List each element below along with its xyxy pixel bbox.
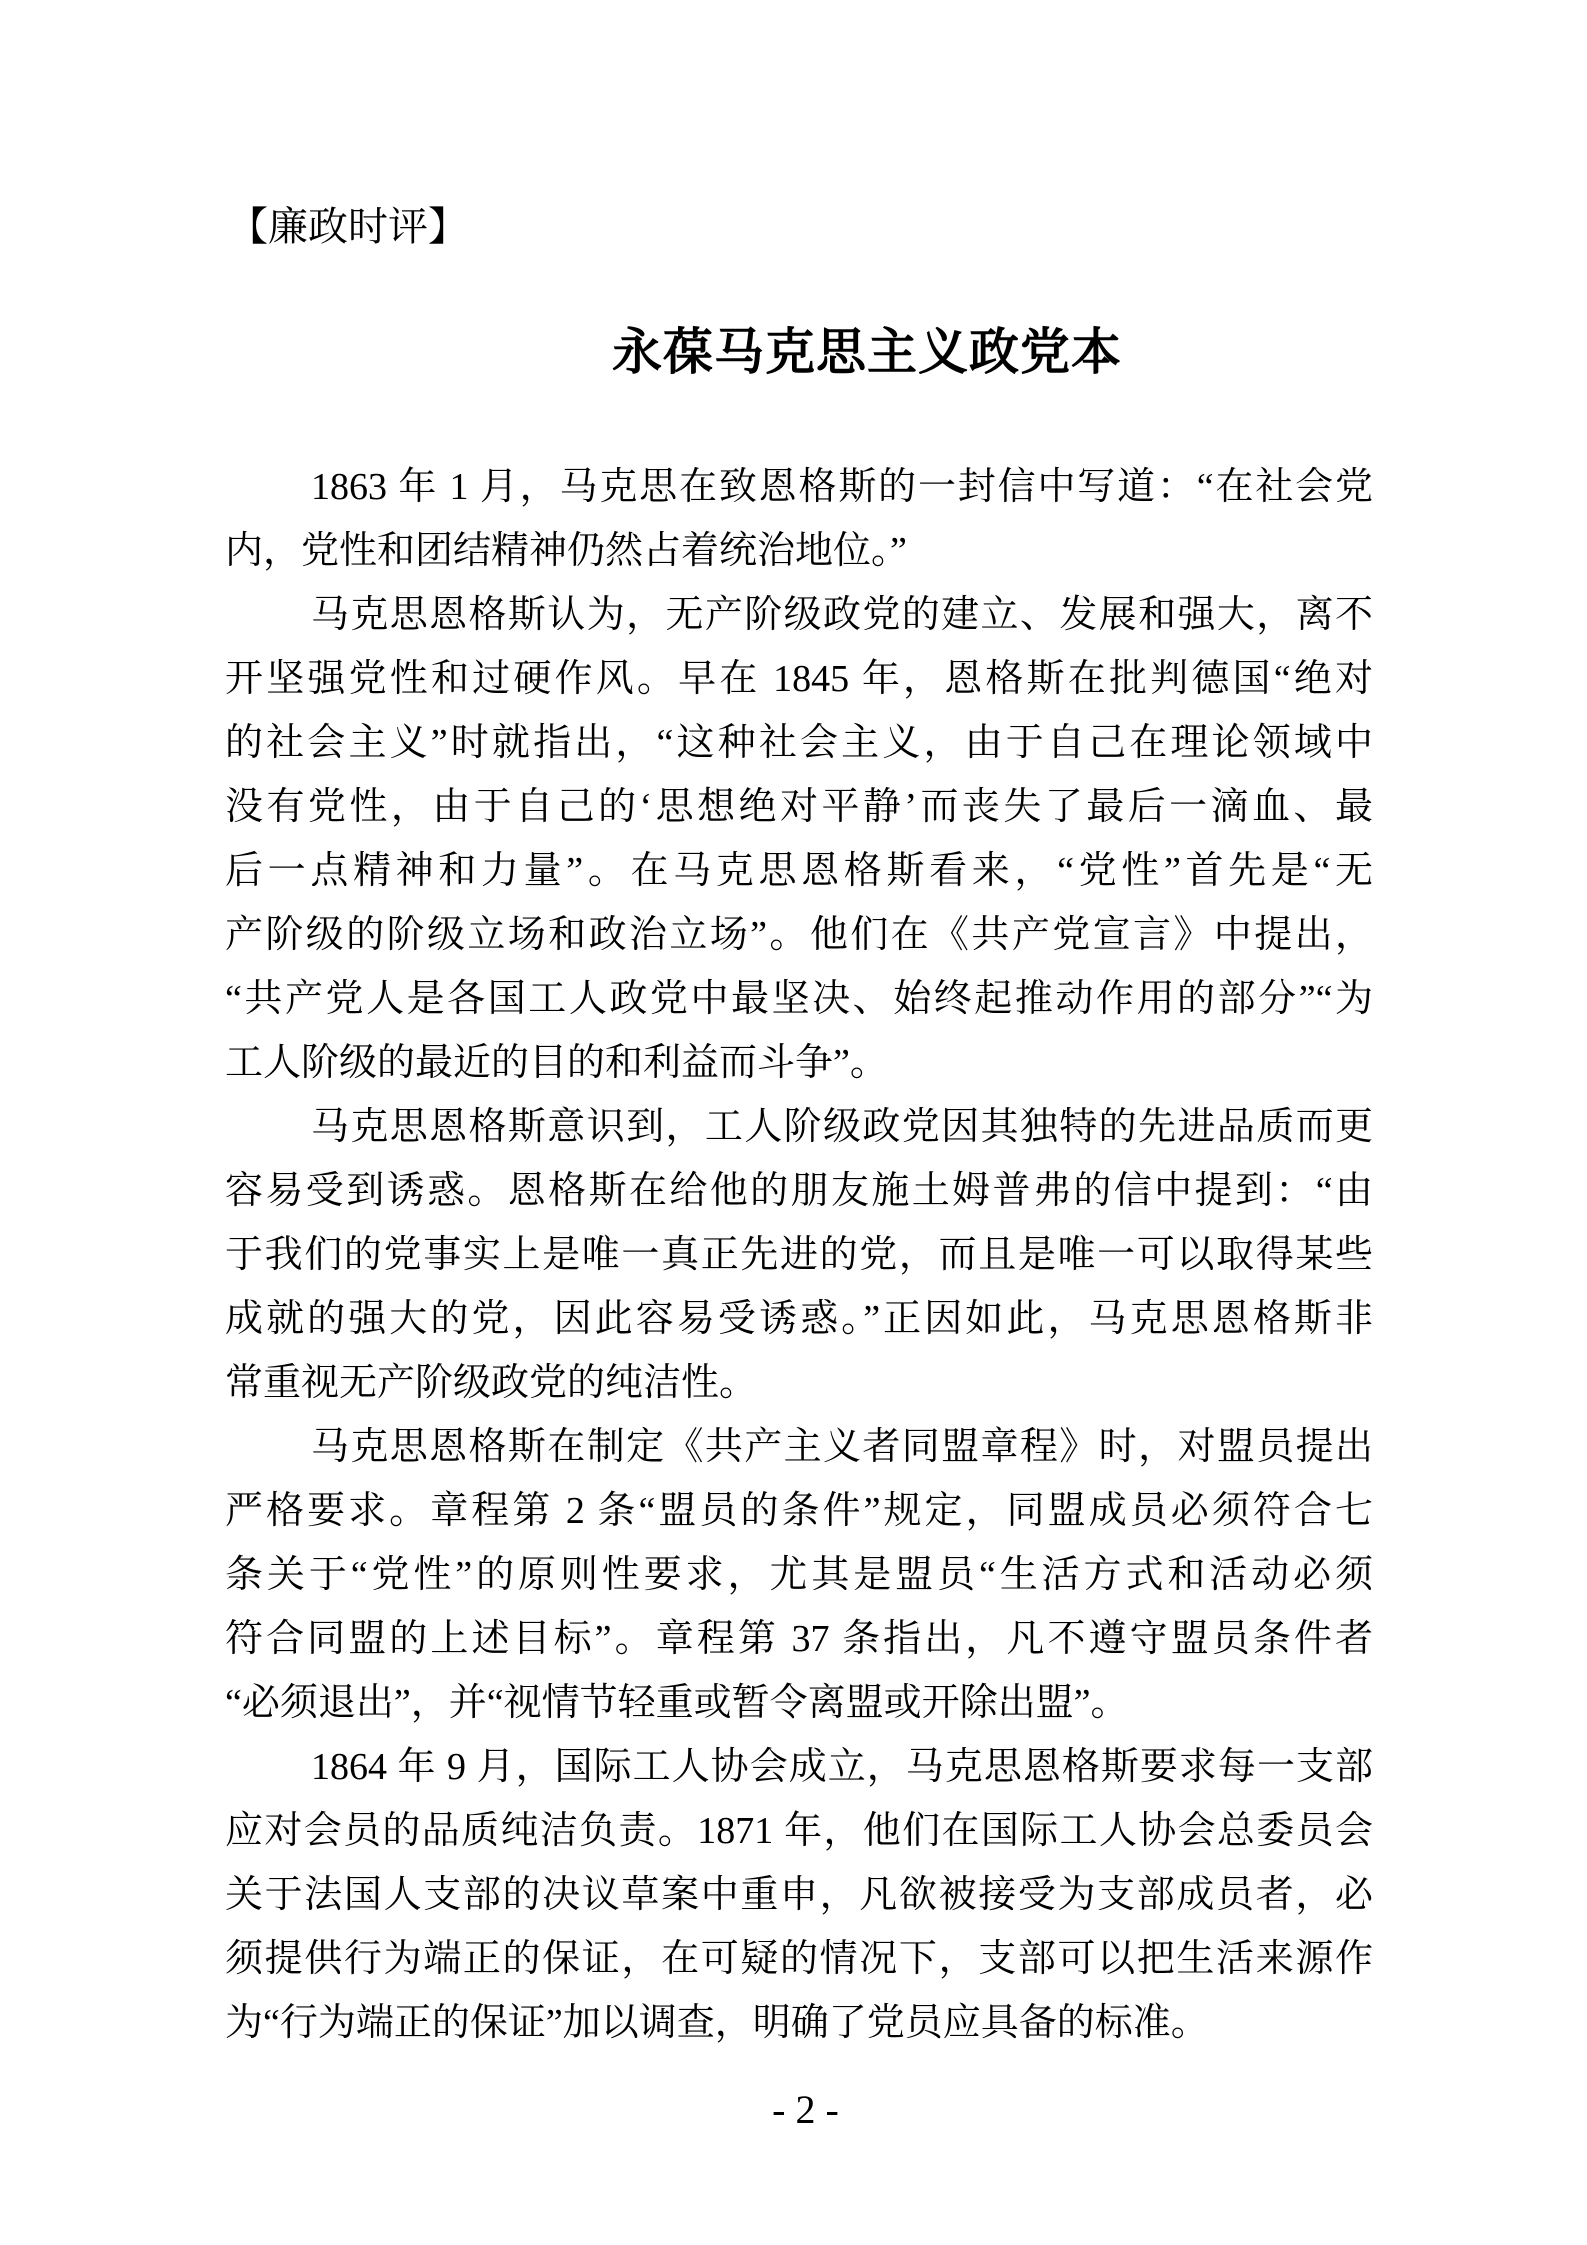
body-line: 1864 年 9 月，国际工人协会成立，马克思恩格斯要求每一支部 [311, 1746, 1373, 1788]
document-title: 永葆马克思主义政党本 [612, 324, 1122, 380]
body-line: “必须退出”，并“视情节轻重或暂令离盟或开除出盟”。 [225, 1682, 1129, 1724]
body-line: 须提供行为端正的保证，在可疑的情况下，支部可以把生活来源作 [225, 1938, 1373, 1980]
body-line: 成就的强大的党，因此容易受诱惑。”正因如此，马克思恩格斯非 [225, 1298, 1373, 1340]
body-line: 马克思恩格斯在制定《共产主义者同盟章程》时，对盟员提出 [311, 1426, 1373, 1468]
body-line: 马克思恩格斯意识到，工人阶级政党因其独特的先进品质而更 [311, 1106, 1373, 1148]
body-line: 马克思恩格斯认为，无产阶级政党的建立、发展和强大，离不 [311, 594, 1373, 636]
page-number: - 2 - [772, 2087, 839, 2132]
body-line: 常重视无产阶级政党的纯洁性。 [225, 1362, 758, 1404]
body-line: 工人阶级的最近的目的和利益而斗争”。 [225, 1042, 888, 1084]
body-line: 没有党性，由于自己的‘思想绝对平静’而丧失了最后一滴血、最 [225, 786, 1373, 828]
body-line: 产阶级的阶级立场和政治立场”。他们在《共产党宣言》中提出， [225, 914, 1373, 956]
body-line: 符合同盟的上述目标”。章程第 37 条指出，凡不遵守盟员条件者 [225, 1618, 1373, 1660]
body-line: 的社会主义”时就指出，“这种社会主义，由于自己在理论领域中 [225, 722, 1373, 764]
body-line: 条关于“党性”的原则性要求，尤其是盟员“生活方式和活动必须 [225, 1554, 1373, 1596]
body-line: 为“行为端正的保证”加以调查，明确了党员应具备的标准。 [225, 2002, 1209, 2044]
body-line: 应对会员的品质纯洁负责。1871 年，他们在国际工人协会总委员会 [225, 1810, 1373, 1852]
body-line: 关于法国人支部的决议草案中重申，凡欲被接受为支部成员者，必 [225, 1874, 1373, 1916]
body-line: 后一点精神和力量”。在马克思恩格斯看来，“党性”首先是“无 [225, 850, 1373, 892]
body-line: 1863 年 1 月，马克思在致恩格斯的一封信中写道：“在社会党 [311, 466, 1373, 508]
section-label: 【廉政时评】 [228, 204, 468, 249]
body-line: 容易受到诱惑。恩格斯在给他的朋友施土姆普弗的信中提到：“由 [225, 1170, 1373, 1212]
body-line: 于我们的党事实上是唯一真正先进的党，而且是唯一可以取得某些 [225, 1234, 1373, 1276]
document-body [225, 455, 1373, 2055]
body-line: 开坚强党性和过硬作风。早在 1845 年，恩格斯在批判德国“绝对 [225, 658, 1373, 700]
body-line: “共产党人是各国工人政党中最坚决、始终起推动作用的部分”“为 [225, 978, 1373, 1020]
body-line: 内，党性和团结精神仍然占着统治地位。” [225, 530, 907, 572]
body-line: 严格要求。章程第 2 条“盟员的条件”规定，同盟成员必须符合七 [225, 1490, 1373, 1532]
